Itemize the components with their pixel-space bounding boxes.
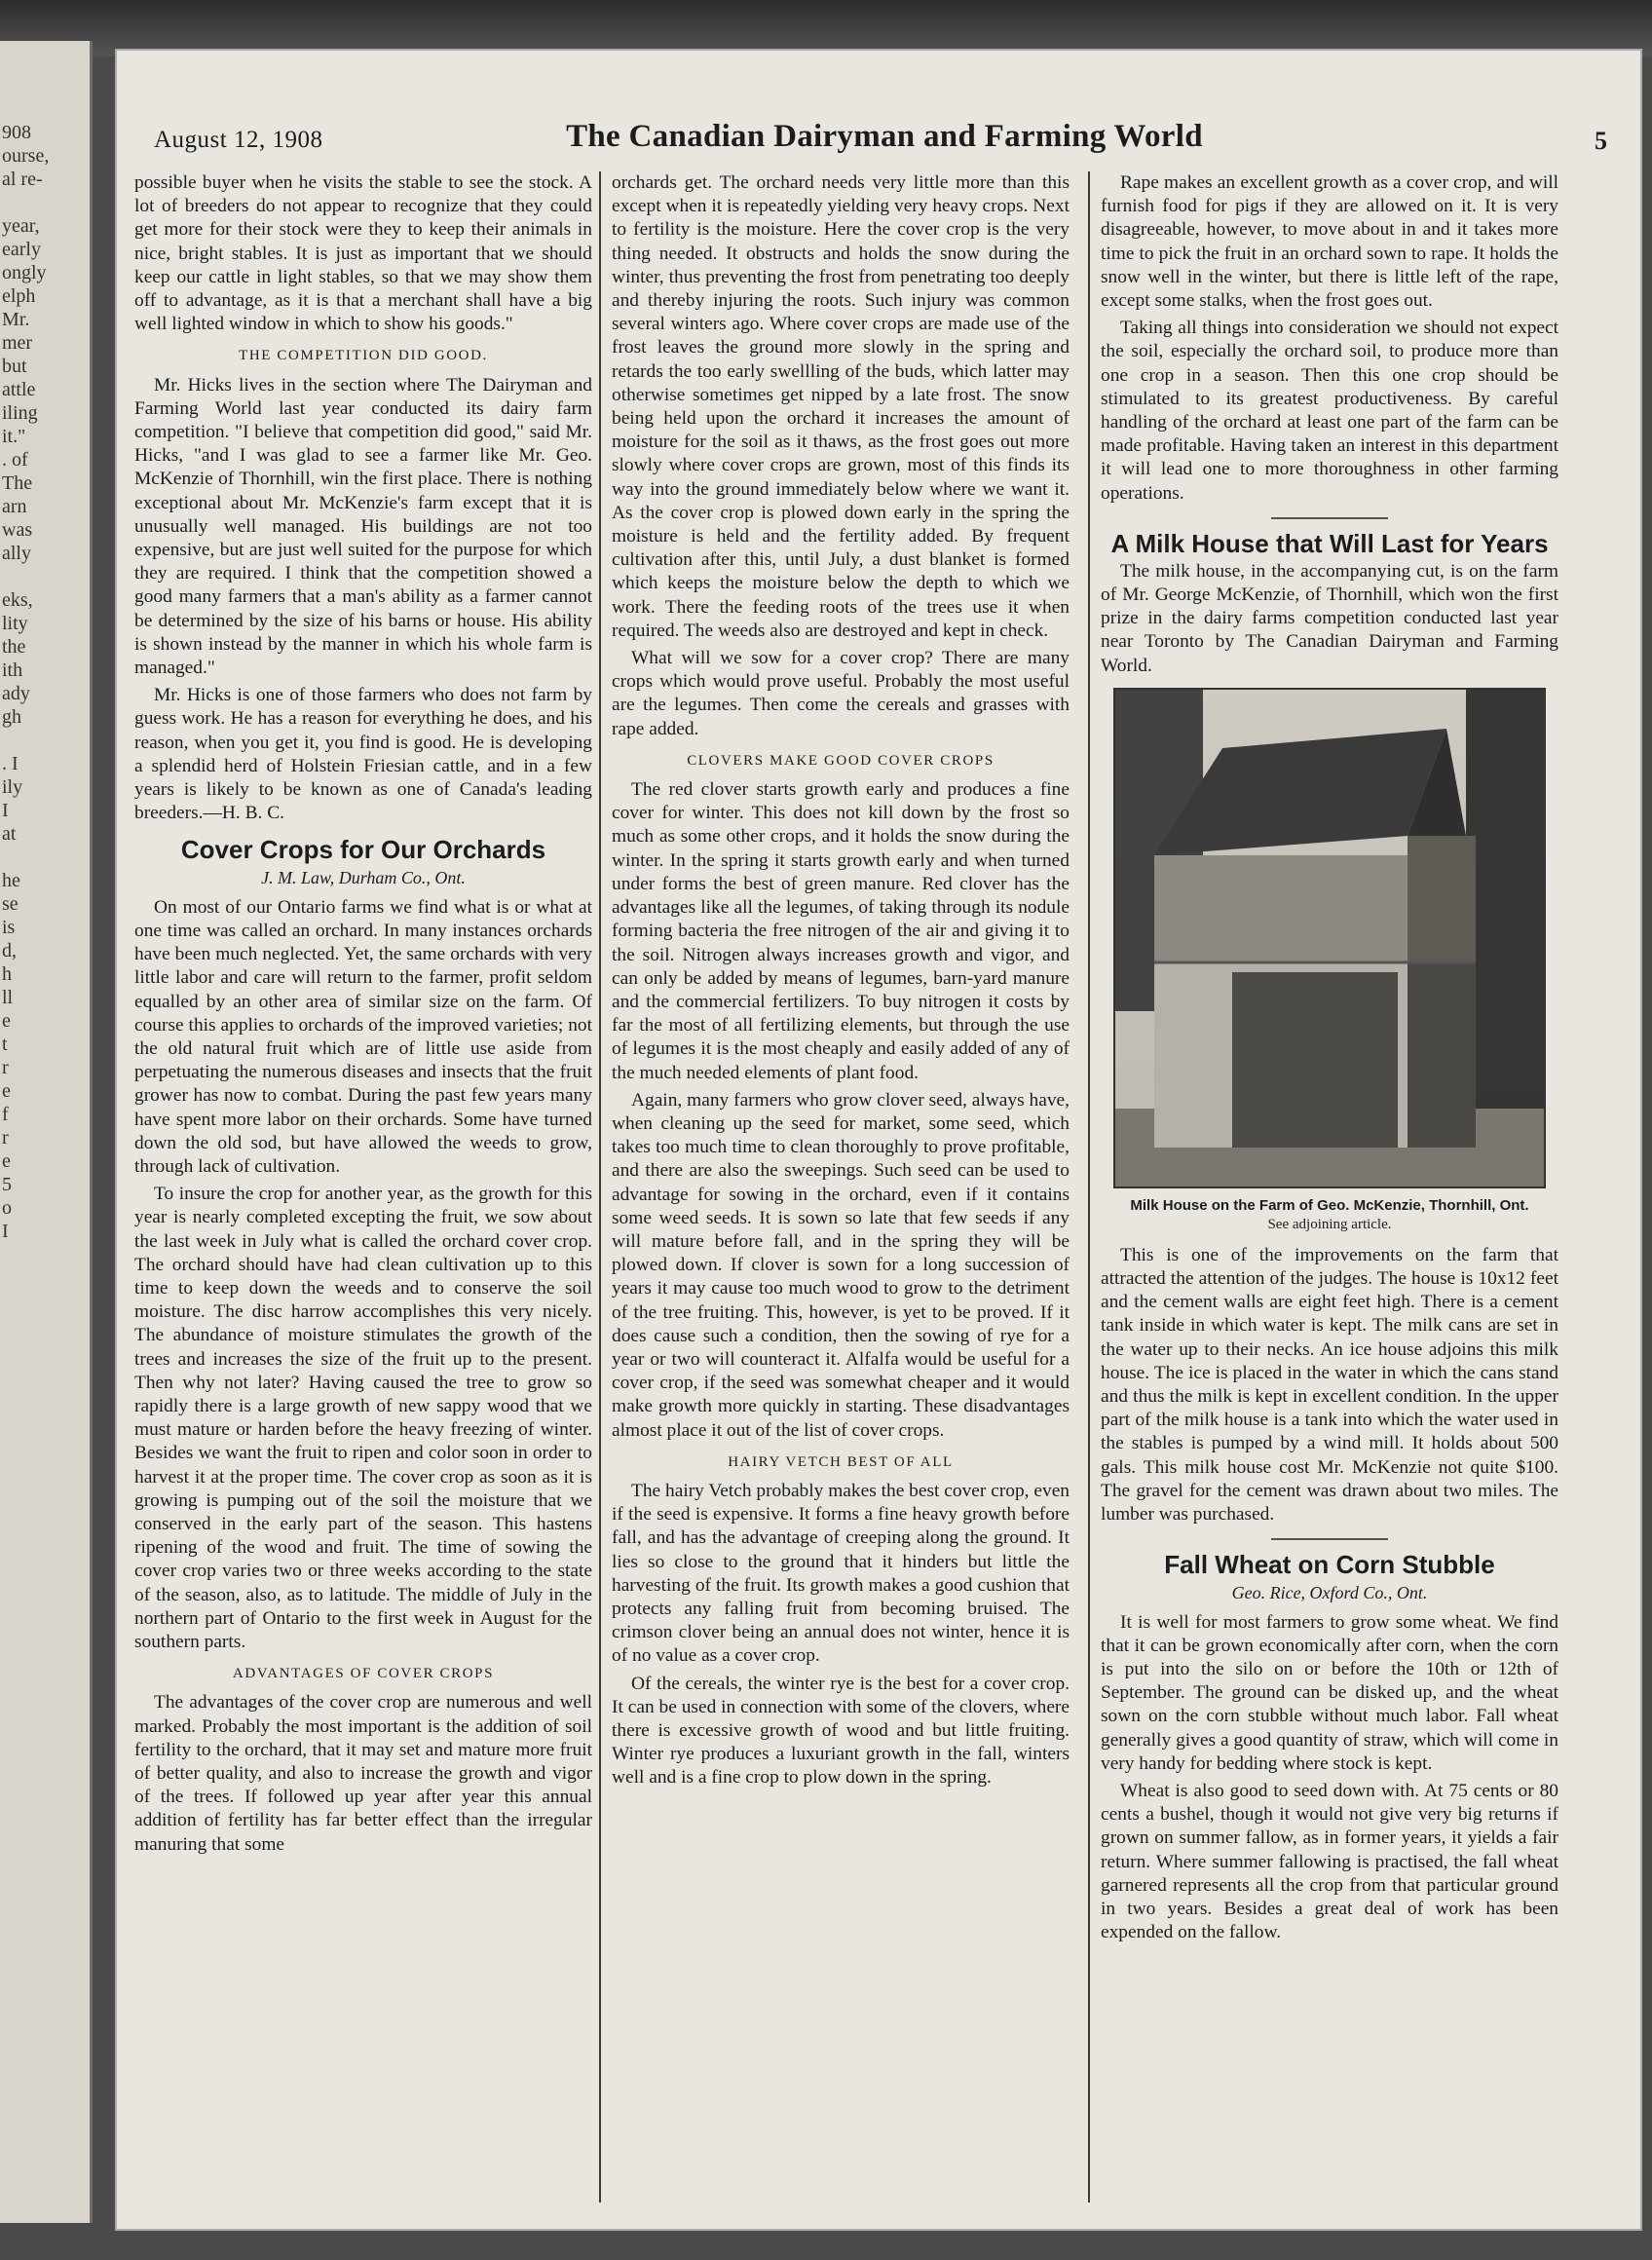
article-headline: Fall Wheat on Corn Stubble — [1164, 1550, 1495, 1580]
caption-title: Milk House on the Farm of Geo. McKenzie, Thornhill, Ont. — [1130, 1196, 1529, 1214]
subheading: THE COMPETITION DID GOOD. — [239, 348, 488, 364]
column-1 — [134, 171, 592, 2198]
article-byline: Geo. Rice, Oxford Co., Ont. — [1231, 1583, 1428, 1603]
paragraph: Mr. Hicks lives in the section where The Dairyman and Farming World last year conducted its dairy farm competition. "I believe that competition did good," said Mr. Hicks, "and I was glad to see a farmer like Mr. Geo. McKenzie of Thornhill, win the first place. There is nothing exceptional about Mr. McKenzie's farm except that it is unusually well managed. His buildings are not too expensive, but are just well suited for the purpose for which they are required. I think that the competition showed a good many farmers that a man's ability as a farmer cannot be determined by the size of his barns or house. His ability is shown instead by the manner in which his whole farm is managed." — [134, 374, 592, 679]
paragraph: The hairy Vetch probably makes the best cover crop, even if the seed is expensive. It forms a fine heavy growth before fall, and has the advantage of creeping along the ground. It lies so close to the ground that it hinders but little the harvesting of the fruit. Its growth makes a good cushion that protects any falling fruit from becoming bruised. The crimson clover being an annual does not winter, hence it is of no value as a cover crop. — [612, 1480, 1070, 1667]
article-headline: Cover Crops for Our Orchards — [180, 835, 546, 865]
paragraph: The red clover starts growth early and produces a fine cover for winter. This does not kill down by the frost so much as some other crops, and it holds the snow during the winter. In the spring it starts growth early and when turned under forms the best of green manure. Red clover has the advantages like all the legumes, of taking through its nodule forming bacteria the free nitrogen of the air and giving it to the soil. Nitrogen always increases growth and vigor, and can only be added by means of legumes, barn-yard manure and the commercial fertilizers. To buy nitrogen it costs by far the most of all fertilizing elements, but through the use of legumes it is the most cheaply and easily added of any of the much needed elements of plant food. — [612, 779, 1070, 1083]
column-2 — [612, 171, 1070, 2198]
newspaper-page — [115, 49, 1642, 2231]
paragraph: Wheat is also good to seed down with. At 75 cents or 80 cents a bushel, though it would not give very big returns if grown on summer fallow, as in former years, it yields a fair return. Where summer fallowing is practised, the fall wheat garnered represents all the crop from that particular ground in two years. Besides a great deal of work has been expended on the fallow. — [1101, 1780, 1558, 1943]
milk-house-photo — [1113, 688, 1546, 1188]
masthead-title: The Canadian Dairyman and Farming World — [566, 119, 1203, 154]
paragraph: What will we sow for a cover crop? There are many crops which would prove useful. Probably the most useful are the legumes. Then come the cereals and grasses with rape added. — [612, 648, 1070, 739]
subheading: HAIRY VETCH BEST OF ALL — [728, 1453, 954, 1470]
paragraph: The milk house, in the accompanying cut, is on the farm of Mr. George McKenzie, of Thornhill, which won the first prize in the dairy farms competition conducted last year near Toronto by The Canadian Dairyman and Farming World. — [1101, 560, 1558, 676]
paragraph: The advantages of the cover crop are numerous and well marked. Probably the most important is the addition of soil fertility to the orchard, that it may set and mature more fruit of better quality, and also to increase the growth and vigor of the trees. If followed up year after year this annual addition of fertility has far better effect than the irregular manuring that some — [134, 1692, 592, 1855]
subheading: ADVANTAGES OF COVER CROPS — [232, 1666, 495, 1682]
article-byline: J. M. Law, Durham Co., Ont. — [261, 868, 466, 888]
column-3 — [1101, 171, 1558, 2198]
page-number: 5 — [1595, 127, 1607, 155]
article-headline: A Milk House that Will Last for Years — [1110, 528, 1549, 558]
paragraph: Mr. Hicks is one of those farmers who does not farm by guess work. He has a reason for everything he does, and his reason, when you get it, you find is good. He is developing a splendid herd of Holstein Friesian cattle, and in a few years is likely to be known as one of Canada's leading breeders.—H. B. C. — [134, 685, 592, 824]
paragraph: To insure the crop for another year, as the growth for this year is nearly completed excepting the fruit, we sow about the last week in July what is called the orchard cover crop. The orchard should have had clean cultivation up to this time to keep down the weeds and to conserve the soil moisture. The disc harrow accomplishes this very nicely. The abundance of moisture stimulates the growth of the trees and increases the size of the fruit up to the present. Then why not later? Having caused the tree to grow so rapidly there is a large growth of new sappy wood that we must mature or harden before the heavy freezing of winter. Besides we want the fruit to ripen and color soon in order to harvest it at the proper time. The cover crop as soon as it is growing is pumping out of the soil the moisture that we conserved in the early part of the season. This hastens ripening of the wood and fruit. The time of sowing the cover crop varies two or three weeks according to the state of the season, also, as to latitude. The middle of July in the northern part of Ontario to the first week in August for the southern parts. — [134, 1184, 592, 1652]
paragraph: Of the cereals, the winter rye is the best for a cover crop. It can be used in connection with some of the clovers, where there is excessive growth of wood and but little fruiting. Winter rye produces a luxuriant growth in the fall, winters well and is a fine crop to plow down in the spring. — [612, 1673, 1070, 1789]
paragraph: possible buyer when he visits the stable to see the stock. A lot of breeders do not appear to recognize that they could get more for their stock were they to keep their animals in nice, bright stables. It is just as important that we should keep our cattle in light stables, so that we may show them off to advantage, as it is that a merchant shall have a big well lighted window in which to show his goods." — [134, 172, 592, 335]
paragraph: It is well for most farmers to grow some wheat. We find that it can be grown economically after corn, when the corn is put into the silo on or before the 10th or 12th of September. The ground can be disked up, and the wheat sown on the corn stubble without much labor. Fall wheat generally gives a good quantity of straw, which will come in very handy for bedding where stock is kept. — [1101, 1611, 1558, 1774]
paragraph: Rape makes an excellent growth as a cover crop, and will furnish food for pigs if they are allowed on it. It is very disagreeable, however, to move about in and it takes more time to pick the fruit in an orchard sown to rape. It holds the snow well in the winter, but there is little left of the rape, except some stalks, when the frost goes out. — [1101, 172, 1558, 312]
column-rule-2 — [1088, 171, 1090, 2203]
paragraph: orchards get. The orchard needs very little more than this except when it is repeatedly yielding very heavy crops. Next to fertility is the moisture. Here the cover crop is the very thing needed. It obstructs and holds the snow during the winter, thus preventing the frost from penetrating too deeply and thereby injuring the roots. Such injury was common several winters ago. Where cover crops are made use of the frost leaves the ground more slowly in the spring and retards the too early swellling of the buds, which latter may otherwise sometimes get nipped by a late frost. The snow being held upon the orchard it increases the amount of moisture for the soil as it thaws, as the frost goes out more slowly where cover crops are grown, most of this finds its way into the ground immediately below where we want it. As the cover crop is plowed down early in the spring the moisture is held and the fertility added. By frequent cultivation after this, until July, a dust blanket is formed which keeps the moisture below the depth to which we work. There the feeding roots of the trees use it when required. The weeds also are destroyed and kept in check. — [612, 172, 1070, 641]
milk-house-illustration — [1115, 690, 1544, 1186]
caption-note: See adjoining article. — [1267, 1216, 1392, 1232]
paragraph: On most of our Ontario farms we find what is or what at one time was called an orchard. In many instances orchards have been much neglected. Yet, the same orchards with very little labor and care will return to the farmer, profit seldom equalled by an other area of similar size on the farm. Of course this applies to orchards of the improved varieties; not the old natural fruit which are of little use aside from perpetuating the numerous diseases and insects that the fruit grower has now to combat. During the past few years many have spent more labor on their orchards. Some have turned down the old sod, but have allowed the weeds to grow, through lack of cultivation. — [134, 896, 592, 1177]
column-rule-1 — [599, 171, 601, 2203]
section-divider — [1271, 1538, 1388, 1540]
page-header — [154, 119, 1615, 168]
section-divider — [1271, 517, 1388, 519]
previous-page-edge — [0, 41, 93, 2223]
issue-date: August 12, 1908 — [154, 127, 323, 153]
paragraph: This is one of the improvements on the farm that attracted the attention of the judges. The house is 10x12 feet and the cement walls are eight feet high. There is a cement tank inside in which water is kept. The milk cans are set in the water up to their necks. An ice house adjoins this milk house. The ice is placed in the water in which the cans stand and thus the milk is kept in excellent condition. In the upper part of the milk house is a tank into which the water used in the stables is pumped by a wind mill. It holds about 500 gals. This milk house cost Mr. McKenzie not quite $100. The gravel for the cement was drawn about two miles. The lumber was purchased. — [1101, 1244, 1558, 1526]
paragraph: Again, many farmers who grow clover seed, always have, when cleaning up the seed for market, some seed, which takes too much time to clean thoroughly to prove profitable, and there are also the sweepings. Such seed can be used to advantage for sowing in the orchard, even if it contains some weed seeds. It is sown so late that few seeds if any will mature before fall, and in the spring they will be plowed down. If clover is sown for a long succession of years it may cause too much wood to grow to the detriment of the tree fruiting. This, however, is yet to be proved. If it does cause such a condition, then the sowing of rye for a year or two will counteract it. Alfalfa would be useful for a cover crop, if the seed was somewhat cheaper and it would make growth more quickly in starting. These disadvantages almost place it out of the list of cover crops. — [612, 1089, 1070, 1441]
previous-page-fragments: 908 ourse, al re- year, early ongly elph Mr. mer but attle iling it." . of The arn was ally eks, lity the ith ady gh . I ily I at he se is d, h ll e t r e f r e 5 o I — [2, 122, 50, 1242]
paragraph: Taking all things into consideration we should not expect the soil, especially the orchard soil, to produce more than one crop in a season. Then this one crop should be stimulated to its greatest productiveness. By careful handling of the orchard at least one part of the farm can be made profitable. Having taken an interest in this department it will lead one to more thoroughness in other farming operations. — [1101, 318, 1558, 504]
subheading: CLOVERS MAKE GOOD COVER CROPS — [687, 752, 995, 769]
photo-caption — [1101, 1196, 1558, 1234]
